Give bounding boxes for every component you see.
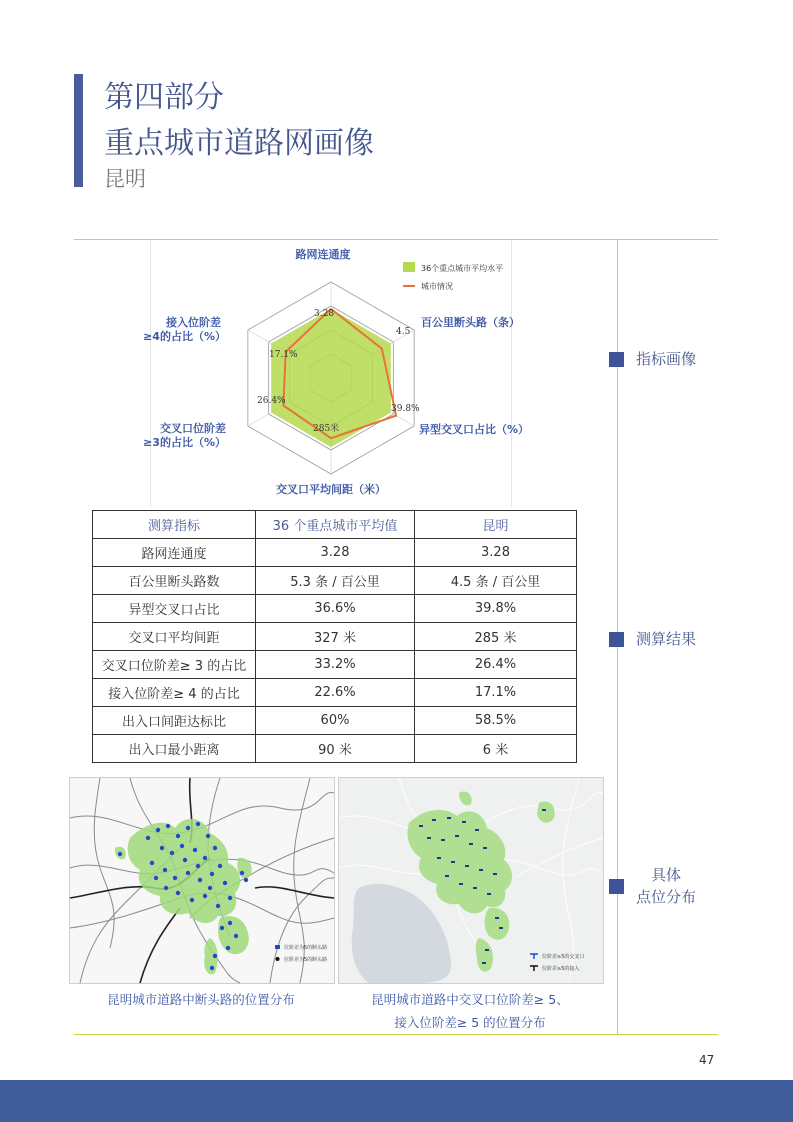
table-cell: 22.6% — [256, 679, 415, 707]
grade-difference-marker — [437, 857, 441, 859]
dead-end-marker — [228, 896, 232, 900]
dead-end-marker — [210, 872, 214, 876]
axis-label-grade3-l1: 交叉口位阶差 — [160, 422, 226, 435]
grade-difference-marker — [469, 843, 473, 845]
dead-end-marker — [210, 966, 214, 970]
dead-end-marker — [118, 852, 122, 856]
dead-end-marker — [190, 898, 194, 902]
table-cell: 6 米 — [415, 735, 577, 763]
table-header-cell: 昆明 — [415, 511, 577, 539]
table-cell: 26.4% — [415, 651, 577, 679]
table-row — [93, 735, 577, 763]
table-cell: 异型交叉口占比 — [93, 595, 256, 623]
side-label-line2: 点位分布 — [636, 888, 697, 906]
value-label-irregular: 39.8% — [391, 404, 420, 414]
dead-end-marker — [206, 834, 210, 838]
table-cell: 17.1% — [415, 679, 577, 707]
axis-label-grade3-l2: ≥3的占比（%） — [143, 436, 226, 449]
table-row — [93, 707, 577, 735]
table-cell: 出入口间距达标比 — [93, 707, 256, 735]
dead-end-marker — [150, 861, 154, 865]
side-marker — [609, 352, 624, 367]
table-cell: 327 米 — [256, 623, 415, 651]
table-cell: 百公里断头路数 — [93, 567, 256, 595]
value-label-spacing: 285米 — [313, 424, 340, 434]
grade-difference-marker — [432, 819, 436, 821]
grade-difference-marker — [459, 883, 463, 885]
dead-end-marker — [173, 876, 177, 880]
metrics-table — [92, 510, 577, 763]
grade-difference-marker — [465, 865, 469, 867]
grade-difference-marker — [441, 839, 445, 841]
grade-difference-marker — [542, 809, 546, 811]
table-cell: 交叉口平均间距 — [93, 623, 256, 651]
table-cell: 33.2% — [256, 651, 415, 679]
table-cell: 4.5 条 / 百公里 — [415, 567, 577, 595]
table-header-row — [93, 511, 577, 539]
table-cell: 路网连通度 — [93, 539, 256, 567]
value-label-grade3: 26.4% — [257, 396, 286, 406]
table-header-cell: 36 个重点城市平均值 — [256, 511, 415, 539]
table-cell: 3.28 — [256, 539, 415, 567]
dead-end-map — [69, 777, 335, 984]
table-row — [93, 651, 577, 679]
dead-end-marker — [146, 836, 150, 840]
grade-difference-marker — [447, 817, 451, 819]
right-map-caption-line2: 接入位阶差≥ 5 的位置分布 — [394, 1015, 546, 1030]
axis-label-connectivity: 路网连通度 — [295, 248, 351, 261]
axis-label-grade4-l2: ≥4的占比（%） — [143, 330, 226, 343]
grade-difference-marker — [482, 962, 486, 964]
dead-end-marker — [196, 864, 200, 868]
dead-end-marker — [234, 934, 238, 938]
dead-end-marker — [203, 894, 207, 898]
dead-end-marker — [156, 828, 160, 832]
frame-bottom-line — [74, 1034, 718, 1035]
radar-chart — [143, 240, 530, 507]
grade-difference-map — [338, 777, 604, 984]
value-label-dead-end: 4.5 — [396, 327, 411, 337]
right-map-legend-2: 位阶差≥5的接入 — [542, 966, 580, 972]
grade-difference-marker — [479, 869, 483, 871]
table-header-cell: 测算指标 — [93, 511, 256, 539]
side-label-indicator — [609, 348, 696, 370]
value-label-connectivity: 3.28 — [314, 309, 335, 319]
dead-end-marker — [228, 921, 232, 925]
table-row — [93, 567, 577, 595]
grade-difference-marker — [455, 835, 459, 837]
left-map-legend-1: 位阶差为5的断头路 — [284, 945, 328, 951]
dead-end-marker — [213, 954, 217, 958]
dead-end-marker — [180, 844, 184, 848]
dead-end-marker — [223, 881, 227, 885]
grade-difference-marker — [427, 837, 431, 839]
dead-end-marker — [163, 868, 167, 872]
dead-end-marker — [213, 846, 217, 850]
table-row — [93, 623, 577, 651]
axis-label-irregular: 异型交叉口占比（%） — [419, 423, 530, 436]
grade-difference-marker — [485, 949, 489, 951]
grade-difference-marker — [493, 873, 497, 875]
table-cell: 5.3 条 / 百公里 — [256, 567, 415, 595]
dead-end-marker — [240, 871, 244, 875]
dead-end-marker — [218, 864, 222, 868]
grade-difference-marker — [483, 847, 487, 849]
dead-end-marker — [220, 926, 224, 930]
section-title: 第四部分 — [104, 80, 224, 115]
table-cell: 接入位阶差≥ 4 的占比 — [93, 679, 256, 707]
axis-label-spacing: 交叉口平均间距（米） — [276, 483, 386, 496]
dead-end-marker — [160, 846, 164, 850]
dead-end-marker — [186, 871, 190, 875]
table-cell: 58.5% — [415, 707, 577, 735]
grade-difference-marker — [499, 927, 503, 929]
dead-end-marker — [208, 886, 212, 890]
side-label-text: 指标画像 — [636, 350, 697, 368]
title-accent-bar — [74, 74, 83, 187]
side-label-distribution — [609, 864, 696, 908]
dead-end-map-graphic — [70, 778, 334, 983]
grade-difference-marker — [445, 875, 449, 877]
dead-end-marker — [154, 876, 158, 880]
dead-end-marker — [216, 904, 220, 908]
grade-difference-marker — [451, 861, 455, 863]
value-label-grade4: 17.1% — [269, 350, 298, 360]
grade-difference-marker — [473, 887, 477, 889]
table-cell: 36.6% — [256, 595, 415, 623]
side-label-text: 测算结果 — [636, 630, 697, 648]
table-cell: 39.8% — [415, 595, 577, 623]
dead-end-marker — [193, 848, 197, 852]
page-number: 47 — [699, 1053, 715, 1067]
dead-end-marker — [186, 826, 190, 830]
legend-label-average: 36个重点城市平均水平 — [421, 264, 504, 273]
grade-difference-marker — [495, 917, 499, 919]
side-label-text — [636, 864, 696, 908]
right-map-legend-1: 位阶差≥5的交叉口 — [542, 954, 585, 960]
dead-end-marker — [176, 834, 180, 838]
side-label-line1: 具体 — [651, 866, 682, 884]
dead-end-marker — [166, 824, 170, 828]
axis-label-grade4-l1: 接入位阶差 — [166, 316, 221, 329]
grade-difference-marker — [462, 821, 466, 823]
table-cell: 60% — [256, 707, 415, 735]
side-marker — [609, 879, 624, 894]
table-cell: 出入口最小距离 — [93, 735, 256, 763]
footer-bar — [0, 1080, 793, 1122]
dead-end-marker — [170, 851, 174, 855]
table-row — [93, 679, 577, 707]
right-map-caption-line1: 昆明城市道路中交叉口位阶差≥ 5、 — [371, 992, 569, 1007]
grade-difference-map-graphic — [339, 778, 603, 983]
city-subtitle: 昆明 — [104, 167, 146, 191]
dead-end-marker — [203, 856, 207, 860]
grade-difference-marker — [475, 829, 479, 831]
side-label-results — [609, 628, 696, 650]
dead-end-marker — [196, 822, 200, 826]
chart-right-border — [511, 240, 512, 507]
table-row — [93, 539, 577, 567]
legend-label-city: 城市情况 — [421, 282, 453, 291]
dead-end-marker — [176, 891, 180, 895]
dead-end-marker — [244, 878, 248, 882]
table-cell: 90 米 — [256, 735, 415, 763]
left-map-caption: 昆明城市道路中断头路的位置分布 — [107, 992, 295, 1007]
grade-difference-marker — [419, 825, 423, 827]
table-cell: 3.28 — [415, 539, 577, 567]
dead-end-marker — [198, 878, 202, 882]
left-map-legend-2: 位阶差为5的断头路 — [284, 957, 328, 963]
grade-difference-marker — [487, 893, 491, 895]
axis-label-dead-end: 百公里断头路（条） — [421, 316, 520, 329]
legend-swatch-average — [403, 262, 415, 272]
dead-end-marker — [183, 858, 187, 862]
side-marker — [609, 632, 624, 647]
dead-end-marker — [226, 946, 230, 950]
table-cell: 交叉口位阶差≥ 3 的占比 — [93, 651, 256, 679]
dead-end-marker — [164, 886, 168, 890]
table-row — [93, 595, 577, 623]
table-cell: 285 米 — [415, 623, 577, 651]
page-title: 重点城市道路网画像 — [104, 126, 374, 161]
